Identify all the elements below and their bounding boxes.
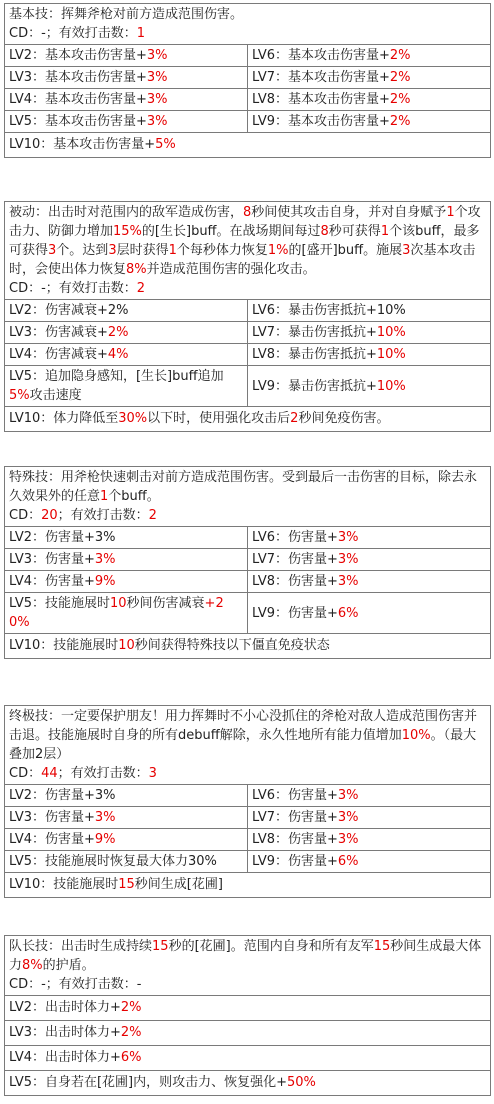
description-text [9,937,486,975]
highlight-value: 15 [152,939,169,954]
level-cell [248,807,491,829]
highlight-value: 30% [118,411,148,426]
text-segment: LV8：暴击伤害抵抗+ [252,347,377,362]
cooldown-text [9,24,486,43]
highlight-value: 1% [267,243,289,258]
highlight-value: 9% [94,574,116,589]
level-cell [5,67,248,89]
text-segment: 的护盾。 [42,958,95,973]
highlight-value: 4% [107,347,129,362]
highlight-value: 15% [113,224,142,239]
ultimate-skill-section [4,705,491,898]
text-segment: LV10：基本攻击伤害量+ [9,137,156,152]
text-segment: LV4：伤害减衰+ [9,347,108,362]
text-segment: LV3：出击时体力+ [9,1025,121,1040]
level-cell [248,89,491,111]
text-segment: LV7：伤害量+ [252,552,338,567]
highlight-value: 1 [168,243,177,258]
level-10-cell [5,873,491,898]
text-segment: LV10：技能施展时 [9,638,119,653]
text-segment: LV6：基本攻击伤害量+ [252,48,390,63]
highlight-value: 5% [155,137,176,152]
highlight-value: 3 [148,766,157,781]
highlight-value: 2% [120,1025,142,1040]
text-segment: 秒间生成[花圃] [134,877,223,892]
text-segment: LV5：基本攻击伤害量+ [9,114,147,129]
text-segment: LV7：伤害量+ [252,810,338,825]
highlight-value: 1 [380,224,390,239]
level-cell [248,45,491,67]
text-segment: CD： [9,766,42,781]
text-segment: 个该buff，最多可获得 [9,224,480,258]
text-segment: LV5：追加隐身感知，[生长]buff追加 [9,369,224,384]
cooldown-text [9,506,486,525]
highlight-value: 8% [126,262,147,277]
level-cell [5,527,248,549]
level-cell [5,300,248,322]
highlight-value: 50% [287,1075,316,1090]
highlight-value: 2 [136,281,146,296]
leader-skill-section [4,935,491,1096]
level-cell [248,300,491,322]
cooldown-text [9,975,486,994]
level-cell [5,549,248,571]
highlight-value: 8 [320,224,329,239]
highlight-value: 3% [146,70,168,85]
text-segment: LV6：伤害量+ [252,788,338,803]
level-cell [5,45,248,67]
text-segment: LV3：伤害量+ [9,810,95,825]
text-segment: CD：-；有效打击数：- [9,977,142,992]
level-cell [248,829,491,851]
highlight-value: 3% [146,48,168,63]
level-cell [248,571,491,593]
level-cell [5,996,491,1021]
text-segment: 秒可获得 [328,224,381,239]
highlight-value: 3% [94,810,116,825]
highlight-value: 3% [146,92,168,107]
level-cell [248,111,491,133]
description-text [9,5,486,24]
text-segment: CD：-；有效打击数： [9,26,137,41]
text-segment: 队长技：出击时生成持续 [9,939,153,954]
level-cell [5,785,248,807]
skill-description [5,936,491,996]
text-segment: 个攻击力、防御力增加 [9,205,481,239]
skill-description [5,202,491,300]
highlight-value: 3% [337,832,359,847]
text-segment: ；有效打击数： [57,766,149,781]
text-segment: LV8：基本攻击伤害量+ [252,92,390,107]
level-cell [248,851,491,873]
text-segment: LV10：体力降低至 [9,411,119,426]
highlight-value: 2% [389,70,411,85]
text-segment: 次基本攻击时，会使出体力恢复 [9,243,476,277]
level-cell [248,366,491,407]
text-segment: LV4：伤害量+ [9,574,95,589]
text-segment: 个每秒体力恢复 [176,243,268,258]
level-cell [5,111,248,133]
text-segment: 秒间生成最大体力 [9,939,482,973]
text-segment: LV9：基本攻击伤害量+ [252,114,390,129]
level-cell [5,1021,491,1046]
text-segment: LV4：出击时体力+ [9,1050,121,1065]
highlight-value: 2 [148,508,157,523]
text-segment: 以下时，使用强化攻击后 [147,411,291,426]
text-segment: LV2：出击时体力+ [9,1000,121,1015]
text-segment: 个buff。 [108,489,160,504]
highlight-value: 44 [41,766,58,781]
highlight-value: 1 [136,26,146,41]
highlight-value: 3 [402,243,411,258]
level-cell [5,322,248,344]
highlight-value: 1 [446,205,455,220]
text-segment: 攻击速度 [29,388,82,403]
highlight-value: 3% [146,114,168,129]
description-text [9,468,486,506]
text-segment: LV8：伤害量+ [252,832,338,847]
highlight-value: 3 [48,243,57,258]
level-cell [248,549,491,571]
highlight-value: 3 [108,243,117,258]
level-cell [5,593,248,634]
passive-skill-section [4,201,491,432]
text-segment: 的[生长]buff。在战场期间每过 [141,224,321,239]
text-segment: 被动：出击时对范围内的敌军造成伤害， [9,205,244,220]
text-segment: 秒间获得特殊技以下僵直免疫状态 [134,638,330,653]
level-cell [248,527,491,549]
skill-description [5,706,491,785]
level-cell [5,829,248,851]
level-cell [248,67,491,89]
highlight-value: 10 [118,638,135,653]
level-cell [5,344,248,366]
highlight-value: 2% [389,92,411,107]
text-segment: LV10：技能施展时 [9,877,119,892]
text-segment: 并造成范围伤害的强化攻击。 [146,262,316,277]
highlight-value: 2 [290,411,299,426]
level-10-cell [5,634,491,659]
highlight-value: 6% [337,605,359,621]
text-segment: LV6：暴击伤害抵抗+10% [252,303,406,318]
level-cell [248,322,491,344]
level-10-cell [5,133,491,158]
highlight-value: 2% [389,48,411,63]
highlight-value: 9% [94,832,116,847]
highlight-value: 10% [376,325,406,340]
text-segment: 基本技：挥舞斧枪对前方造成范围伤害。 [9,7,244,22]
highlight-value: 10% [401,728,431,743]
highlight-value: 5% [9,388,30,403]
text-segment: LV7：基本攻击伤害量+ [252,70,390,85]
highlight-value: 6% [337,854,359,869]
text-segment: LV2：伤害减衰+2% [9,303,129,318]
level-cell [5,366,248,407]
text-segment: 秒间伤害减衰 [126,596,205,611]
highlight-value: 20 [41,508,58,523]
special-skill-section [4,466,491,659]
text-segment: LV2：伤害量+3% [9,530,116,545]
highlight-value: 8 [243,205,252,220]
text-segment: 秒的[花圃]。范围内自身和所有友军 [168,939,374,954]
text-segment: LV2：伤害量+3% [9,788,116,803]
skill-description [5,4,491,45]
level-cell [5,571,248,593]
text-segment: 终极技：一定要保护朋友！用力挥舞时不小心没抓住的斧枪对敌人造成范围伤害并击退。技能施展时自身的所有debuff解除，永久性地所有能力值增加 [9,709,478,743]
text-segment: 特殊技：用斧枪快速刺击对前方造成范围伤害。受到最后一击伤害的目标，除去永久效果外的任意 [9,470,478,504]
text-segment: 。（最大叠加2层） [9,728,477,762]
highlight-value: 10% [376,378,406,394]
level-cell [5,89,248,111]
highlight-value: +20% [9,596,224,630]
highlight-value: 15 [373,939,391,954]
text-segment: 秒间免疫伤害。 [298,411,390,426]
highlight-value: 2% [389,114,411,129]
level-cell [248,344,491,366]
text-segment: CD：-；有效打击数： [9,281,137,296]
text-segment: ；有效打击数： [57,508,149,523]
level-cell [5,1046,491,1071]
level-cell [248,593,491,634]
text-segment: LV9：暴击伤害抵抗+ [252,378,377,394]
text-segment: LV4：基本攻击伤害量+ [9,92,147,107]
text-segment: LV6：伤害量+ [252,530,338,545]
skill-description [5,467,491,527]
cooldown-text [9,279,486,298]
text-segment: LV3：伤害量+ [9,552,95,567]
level-cell [248,785,491,807]
highlight-value: 8% [22,958,43,973]
cooldown-text [9,764,486,783]
description-text [9,707,486,764]
highlight-value: 3% [337,810,359,825]
highlight-value: 2% [107,325,129,340]
text-segment: LV5：自身若在[花圃]内，则攻击力、恢复强化+ [9,1075,288,1090]
text-segment: LV4：伤害量+ [9,832,95,847]
highlight-value: 1 [100,489,109,504]
text-segment: LV9：伤害量+ [252,854,338,869]
highlight-value: 2% [120,1000,142,1015]
highlight-value: 3% [337,530,359,545]
text-segment: CD： [9,508,42,523]
text-segment: LV5：技能施展时 [9,596,110,611]
highlight-value: 15 [118,877,135,892]
highlight-value: 3% [337,552,359,567]
level-cell [5,851,248,873]
highlight-value: 6% [120,1050,142,1065]
text-segment: LV5：技能施展时恢复最大体力30% [9,854,217,869]
highlight-value: 10% [376,347,406,362]
text-segment: LV7：暴击伤害抵抗+ [252,325,377,340]
text-segment: LV3：伤害减衰+ [9,325,108,340]
text-segment: LV9：伤害量+ [252,605,338,621]
highlight-value: 3% [94,552,116,567]
text-segment: LV2：基本攻击伤害量+ [9,48,147,63]
level-cell [5,1071,491,1096]
text-segment: 层时获得 [116,243,169,258]
highlight-value: 10 [109,596,127,611]
text-segment: 个。达到 [56,243,109,258]
highlight-value: 3% [337,574,359,589]
level-10-cell [5,407,491,432]
text-segment: 秒间使其攻击自身，并对自身赋予 [251,205,447,220]
text-segment: LV8：伤害量+ [252,574,338,589]
text-segment: LV3：基本攻击伤害量+ [9,70,147,85]
text-segment: 的[盛开]buff。施展 [288,243,403,258]
level-cell [5,807,248,829]
description-text [9,203,486,279]
highlight-value: 3% [337,788,359,803]
basic-skill-section [4,3,491,158]
